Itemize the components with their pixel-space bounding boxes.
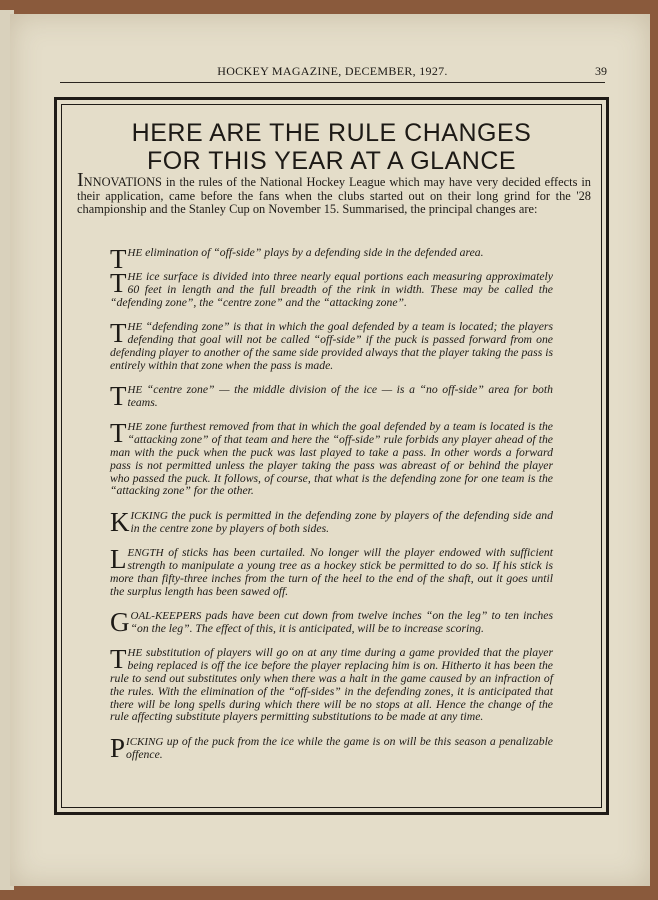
rule-paragraph xyxy=(110,243,553,274)
rule-drop-cap: L xyxy=(110,544,127,575)
rule-text: “centre zone” — the middle division of the ice — is a “no off-side” area for both teams. xyxy=(127,383,553,409)
rule-text: “defending zone” is that in which the goal defended by a team is located; the players defending that goal will not be called “off-side” if the puck is passed forward from one defending player to another of the same side provided always that the player taking the pass is entirely within that zone when the pass is made. xyxy=(110,320,553,372)
rule-paragraph xyxy=(110,268,553,309)
rule-lead-word: ICKING xyxy=(126,735,164,748)
running-header xyxy=(60,62,605,83)
rule-paragraph xyxy=(110,318,553,372)
rule-paragraph xyxy=(110,544,553,598)
rule-lead-word: HE xyxy=(127,384,143,397)
rule-text: up of the puck from the ice while the game is on will be this season a penalizable offence. xyxy=(126,734,553,761)
rule-text: ice surface is divided into three nearly equal portions each measuring approximately 60 feet in length and the full breadth of the rink in width. These may be called the “defending zone”, the “centre zone” and the “attacking zone”. xyxy=(110,270,553,309)
article-frame xyxy=(54,97,609,815)
rule-paragraph xyxy=(110,418,553,498)
rule-drop-cap: G xyxy=(110,607,130,638)
article-headline xyxy=(62,119,601,175)
rule-lead-word: ENGTH xyxy=(127,547,164,560)
rule-drop-cap: T xyxy=(110,268,127,299)
rule-text: substitution of players will go on at any time during a game provided that the player being replaced is off the ice before the player replacing him is on. Hitherto it has been the rule to send out substitutes only when there was a halt in the game caused by an infraction of the rules. With the elimination of the “off-sides” in the defending zones, it is anticipated that there will be long spells during which there will be no stops at all. Hence the change of the rule affecting substitute players permitting substitutions to be made at any time. xyxy=(110,646,553,724)
rule-drop-cap: T xyxy=(110,318,127,349)
page-number: 39 xyxy=(595,64,607,78)
rule-drop-cap: T xyxy=(110,644,127,675)
intro-paragraph xyxy=(77,169,591,217)
rule-drop-cap: T xyxy=(110,418,127,449)
intro-drop-letter: I xyxy=(77,169,84,191)
rule-paragraph xyxy=(110,607,553,638)
rule-paragraph xyxy=(110,644,553,724)
headline-line-2: FOR THIS YEAR AT A GLANCE xyxy=(146,147,517,175)
article-inner-frame xyxy=(61,104,602,808)
headline-line-1: HERE ARE THE RULE CHANGES xyxy=(131,119,532,147)
rule-lead-word: OAL-KEEPERS xyxy=(130,610,202,623)
rule-text: pads have been cut down from twelve inches “on the leg” to ten inches “on the leg”. The effect of this, it is anticipated, will be to increase scoring. xyxy=(130,609,553,635)
rule-drop-cap: T xyxy=(110,381,127,412)
rule-drop-cap: P xyxy=(110,732,126,763)
rule-text: elimination of “off-side” plays by a defending side in the defended area. xyxy=(142,245,484,259)
rule-lead-word: HE xyxy=(127,647,143,660)
header-title: HOCKEY MAGAZINE, DECEMBER, 1927. xyxy=(217,64,448,78)
rule-drop-cap: K xyxy=(110,506,130,537)
rule-lead-word: HE xyxy=(127,246,143,259)
rule-drop-cap: T xyxy=(110,243,127,274)
rule-text: the puck is permitted in the defending zone by players of the defending side and in the centre zone by players of both sides. xyxy=(130,508,553,535)
rule-lead-word: ICKING xyxy=(130,509,168,522)
rule-lead-word: HE xyxy=(127,421,143,434)
rule-paragraph xyxy=(110,732,553,763)
rule-lead-word: HE xyxy=(127,271,143,284)
intro-first-word: NNOVATIONS xyxy=(83,175,162,189)
rules-list xyxy=(110,235,553,770)
rule-paragraph xyxy=(110,381,553,412)
rule-lead-word: HE xyxy=(127,321,143,334)
rule-text: zone furthest removed from that in which the goal defended by a team is located is the “attacking zone” of that team and here the “off-side” rule forbids any player ahead of the man with the puck when the puck was last played to take a pass. In other words a forward pass is not permitted unless the player taking the pass was abreast of or behind the player who passed the puck. It follows, of course, that what is the defending zone for one team is the “attacking zone” for the other. xyxy=(110,420,553,498)
intro-text: in the rules of the National Hockey League which may have very decided effects in their application, came before the fans when the clubs started out on their long grind for the '28 championship and the Stanley Cup on November 15. Summarised, the principal changes are: xyxy=(77,175,591,217)
rule-paragraph xyxy=(110,506,553,537)
rule-text: of sticks has been curtailed. No longer will the player endowed with sufficient strength to manipulate a young tree as a hockey stick be permitted to do so. If his stick is more than fifty-three inches from the turn of the heel to the end of the shaft, out it goes until the surplus length has been sawed off. xyxy=(110,546,553,598)
